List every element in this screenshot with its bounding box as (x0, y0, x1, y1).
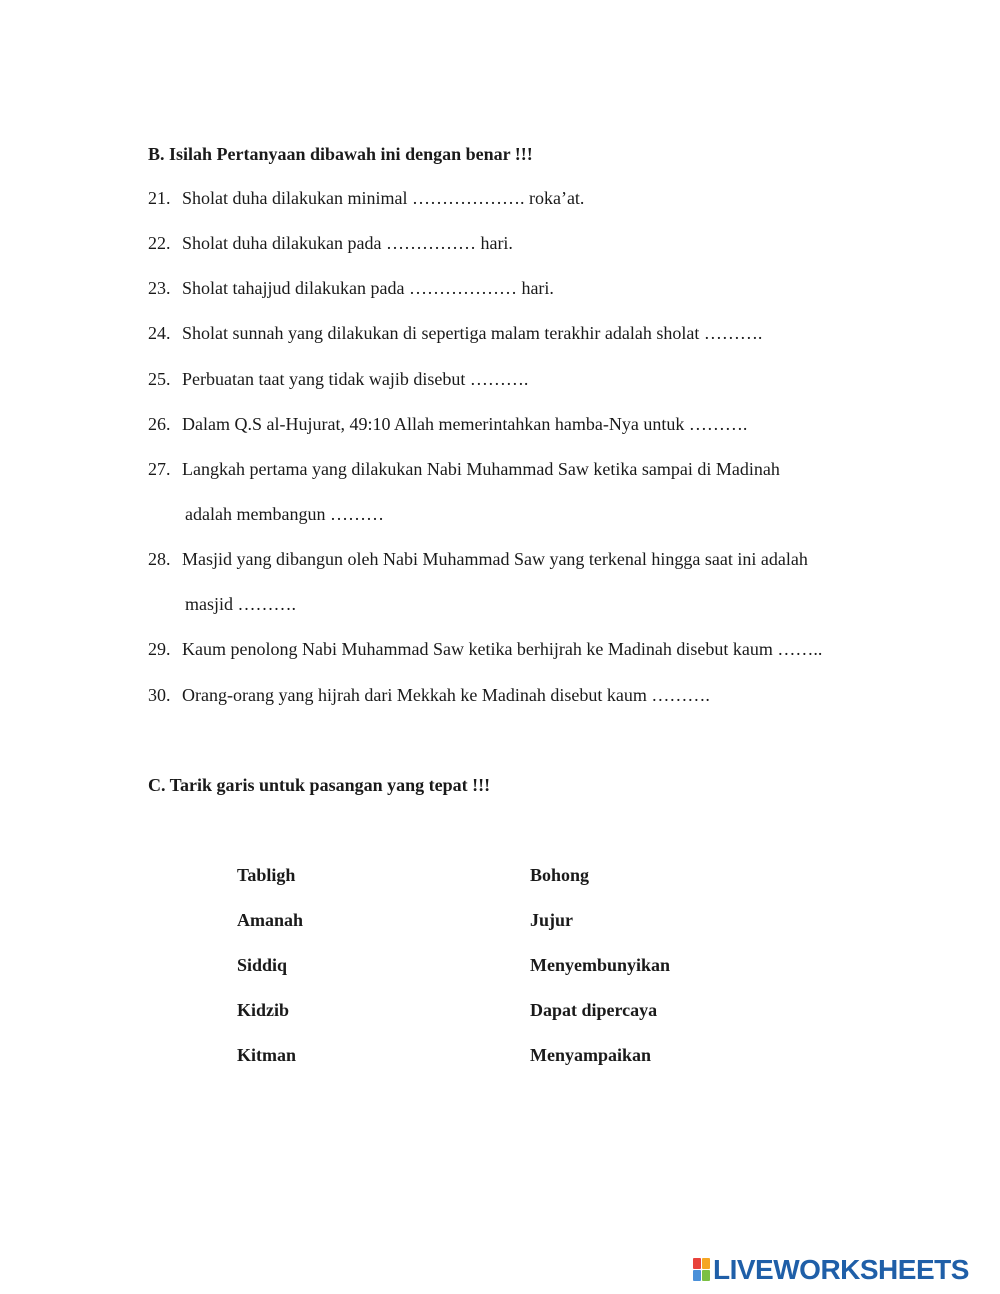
question-30 (148, 684, 710, 706)
question-number: 25. (148, 369, 171, 389)
question-text: Sholat sunnah yang dilakukan di sepertiga malam terakhir adalah sholat ………. (182, 323, 763, 343)
question-number: 22. (148, 233, 171, 253)
question-text: Sholat duha dilakukan minimal ………………. roka’at. (182, 188, 585, 208)
question-26 (148, 413, 747, 435)
question-text: Dalam Q.S al-Hujurat, 49:10 Allah memerintahkan hamba-Nya untuk ………. (182, 414, 748, 434)
question-text: Kaum penolong Nabi Muhammad Saw ketika berhijrah ke Madinah disebut kaum …….. (182, 639, 823, 659)
question-29 (148, 638, 822, 660)
match-left-item[interactable]: Amanah (237, 910, 304, 930)
liveworksheets-logo-icon (693, 1258, 711, 1282)
match-left-item[interactable]: Kitman (237, 1045, 297, 1065)
question-text: Sholat duha dilakukan pada …………… hari. (182, 233, 513, 253)
question-23 (148, 277, 554, 299)
question-number: 26. (148, 414, 171, 434)
match-right-item[interactable]: Jujur (530, 910, 574, 930)
match-left-item[interactable]: Tabligh (237, 865, 296, 885)
question-text: Sholat tahajjud dilakukan pada ……………… hari. (182, 278, 554, 298)
question-22 (148, 232, 513, 254)
match-left-item[interactable]: Kidzib (237, 1000, 290, 1020)
match-right-item[interactable]: Dapat dipercaya (530, 1000, 658, 1020)
question-21 (148, 187, 584, 209)
question-25 (148, 368, 528, 390)
question-number: 21. (148, 188, 171, 208)
match-right-item[interactable]: Menyampaikan (530, 1045, 652, 1065)
question-number: 28. (148, 549, 171, 569)
question-text: Perbuatan taat yang tidak wajib disebut ………. (182, 369, 529, 389)
question-number: 29. (148, 639, 171, 659)
question-number: 23. (148, 278, 171, 298)
match-right-item[interactable]: Menyembunyikan (530, 955, 671, 975)
liveworksheets-logo (693, 1256, 969, 1284)
liveworksheets-brand-text: LIVEWORKSHEETS (713, 1254, 969, 1285)
section-b-title: B. Isilah Pertanyaan dibawah ini dengan benar !!! (148, 144, 533, 164)
question-24 (148, 322, 762, 344)
question-28 (148, 548, 808, 615)
question-number: 24. (148, 323, 171, 343)
match-right-item[interactable]: Bohong (530, 865, 590, 885)
question-text: Langkah pertama yang dilakukan Nabi Muhammad Saw ketika sampai di Madinah (182, 459, 780, 479)
question-text: Orang-orang yang hijrah dari Mekkah ke Madinah disebut kaum ………. (182, 685, 710, 705)
question-text-continuation: masjid ………. (185, 594, 296, 614)
question-text-continuation: adalah membangun ……… (185, 504, 384, 524)
question-number: 30. (148, 685, 171, 705)
question-number: 27. (148, 459, 171, 479)
question-27 (148, 458, 780, 525)
section-c-title: C. Tarik garis untuk pasangan yang tepat !!! (148, 775, 491, 795)
question-text: Masjid yang dibangun oleh Nabi Muhammad Saw yang terkenal hingga saat ini adalah (182, 549, 808, 569)
match-left-item[interactable]: Siddiq (237, 955, 288, 975)
